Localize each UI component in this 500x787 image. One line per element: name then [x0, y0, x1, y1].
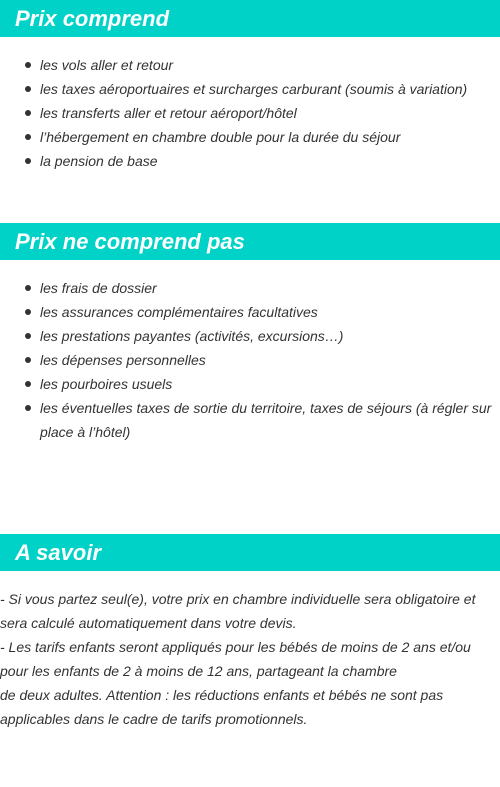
- info-paragraph-child-rates: - Les tarifs enfants seront appliqués pour les bébés de moins de 2 ans et/ou pour les enfants de 2 à moins de 12 ans, partageant la chambre: [0, 639, 471, 679]
- section-title-info: A savoir: [0, 534, 500, 571]
- list-item: les assurances complémentaires facultatives: [0, 300, 500, 324]
- list-item: les dépenses personnelles: [0, 348, 500, 372]
- list-item: les taxes aéroportuaires et surcharges carburant (soumis à variation): [0, 77, 500, 101]
- info-text: [0, 587, 500, 731]
- list-item: les frais de dossier: [0, 276, 500, 300]
- list-item: les vols aller et retour: [0, 53, 500, 77]
- excluded-list: [0, 276, 500, 444]
- list-item: l’hébergement en chambre double pour la durée du séjour: [0, 125, 500, 149]
- section-title-included: Prix comprend: [0, 0, 500, 37]
- list-item: les transferts aller et retour aéroport/hôtel: [0, 101, 500, 125]
- list-item: les pourboires usuels: [0, 372, 500, 396]
- info-paragraph-single-room: - Si vous partez seul(e), votre prix en chambre individuelle sera obligatoire et sera calculé automatiquement dans votre devis.: [0, 591, 476, 631]
- info-paragraph-restrictions: de deux adultes. Attention : les réductions enfants et bébés ne sont pas applicables dans le cadre de tarifs promotionnels.: [0, 687, 444, 727]
- list-item: les prestations payantes (activités, excursions…): [0, 324, 500, 348]
- section-title-excluded: Prix ne comprend pas: [0, 223, 500, 260]
- list-item: les éventuelles taxes de sortie du territoire, taxes de séjours (à régler sur place à l’hôtel): [0, 396, 500, 444]
- list-item: la pension de base: [0, 149, 500, 173]
- included-list: [0, 53, 500, 173]
